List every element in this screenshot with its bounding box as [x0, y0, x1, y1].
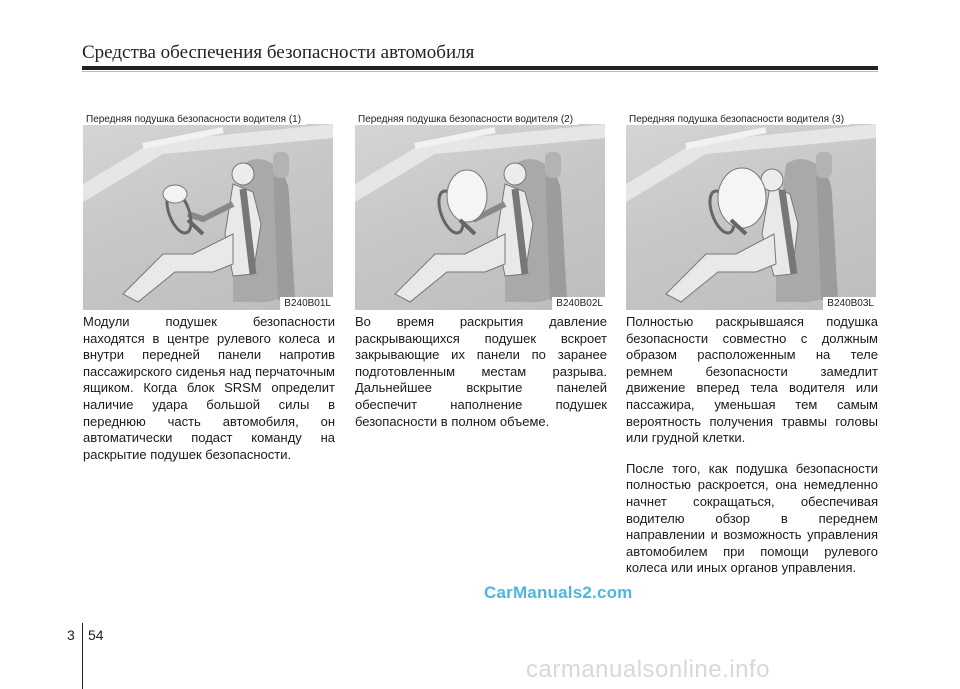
figure-code: B240B01L [280, 297, 333, 310]
body-column-2 [355, 314, 607, 430]
paragraph: После того, как подушка безопасности полностью раскроется, она немедленно начнет сокращаться, обеспечивая водителю обзор в переднем направлении и возможность управления автомобилем при помощи рулевого колеса или иных органов управления. [626, 460, 878, 576]
airbag-illustration-3 [626, 124, 876, 310]
page-number-rule [82, 623, 83, 689]
header-rule [82, 66, 878, 70]
header-rule-thin [82, 71, 878, 72]
figure-caption: Передняя подушка безопасности водителя (1) [83, 112, 333, 127]
body-column-1 [83, 314, 335, 463]
figure-panel-3 [626, 112, 876, 310]
driver-airbag-stage1-icon [83, 124, 333, 310]
paragraph: Во время раскрытия давление раскрывающихся подушек вскроет закрывающие их панели по заранее подготовленным местам разрыва. Дальнейшее вскрытие панелей обеспечит наполнение подушек безопасности в полном объеме. [355, 314, 607, 429]
figure-caption: Передняя подушка безопасности водителя (2) [355, 112, 605, 127]
figure-caption: Передняя подушка безопасности водителя (3) [626, 112, 876, 127]
figure-panel-1 [83, 112, 333, 310]
figure-code: B240B02L [552, 297, 605, 310]
driver-airbag-stage2-icon [355, 124, 605, 310]
airbag-illustration-2 [355, 124, 605, 310]
footer-watermark: carmanualsonline.info [526, 656, 770, 683]
figure-panel-2 [355, 112, 605, 310]
section-title: Средства обеспечения безопасности автомобиля [82, 42, 484, 64]
airbag-illustration-1 [83, 124, 333, 310]
paragraph: Полностью раскрывшаяся подушка безопасности совместно с должным образом расположенным на теле ремнем безопасности замедлит движение вперед тела водителя или пассажира, уменьшая тем самым вероятность получения травмы головы или грудной клетки. [626, 314, 878, 446]
watermark-link[interactable]: CarManuals2.com [484, 583, 633, 602]
paragraph: Модули подушек безопасности находятся в центре рулевого колеса и внутри передней панели напротив пассажирского сиденья над перчаточным ящиком. Когда блок SRSM определит наличие удара большой силы в переднюю часть автомобиля, он автоматически подаст команду на раскрытие подушек безопасности. [83, 314, 335, 462]
driver-airbag-stage3-icon [626, 124, 876, 310]
chapter-number: 3 [67, 627, 75, 643]
figure-code: B240B03L [823, 297, 876, 310]
body-column-3 [626, 314, 878, 577]
page-number: 54 [88, 627, 104, 643]
